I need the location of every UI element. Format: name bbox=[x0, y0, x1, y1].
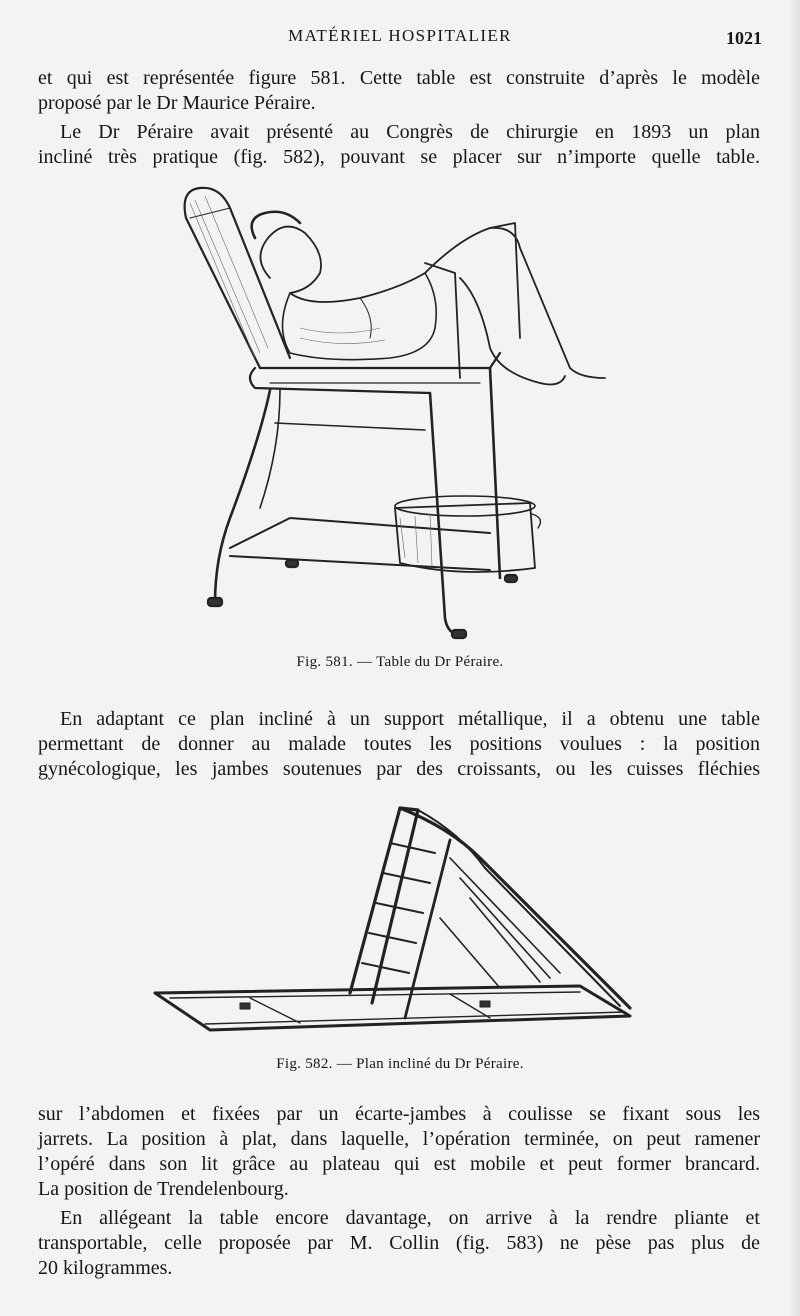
paragraph-5 bbox=[38, 1206, 760, 1281]
page-number: 1021 bbox=[726, 28, 762, 48]
paragraph-2 bbox=[38, 120, 760, 170]
paragraph-4 bbox=[38, 1102, 760, 1202]
paragraph-5-line-1: En allégeant la table encore davantage, on arrive à la rendre pliante et bbox=[60, 1207, 760, 1229]
paragraph-5-line-2: transportable, celle proposée par M. Collin (fig. 583) ne pèse pas plus de bbox=[38, 1232, 760, 1254]
paragraph-1 bbox=[38, 66, 760, 116]
paragraph-3-line-2: permettant de donner au malade toutes les positions voulues : la position bbox=[38, 733, 760, 755]
paragraph-5-line-3: 20 kilogrammes. bbox=[38, 1257, 173, 1279]
paragraph-3-line-1: En adaptant ce plan incliné à un support métallique, il a obtenu une table bbox=[60, 708, 760, 730]
paragraph-3-line-3: gynécologique, les jambes soutenues par des croissants, ou les cuisses fléchies bbox=[38, 758, 760, 780]
running-title: MATÉRIEL HOSPITALIER bbox=[288, 26, 512, 45]
table-engraving bbox=[160, 178, 640, 648]
inclined-plane-engraving bbox=[150, 798, 650, 1043]
paragraph-4-line-4: La position de Trendelenbourg. bbox=[38, 1178, 289, 1200]
figure-581-caption: Fig. 581. — Table du Dr Péraire. bbox=[296, 654, 504, 670]
paragraph-4-line-1: sur l’abdomen et fixées par un écarte-jambes à coulisse se fixant sous les bbox=[38, 1103, 760, 1125]
paragraph-2-line-1: Le Dr Péraire avait présenté au Congrès de chirurgie en 1893 un plan bbox=[60, 121, 760, 143]
paragraph-3 bbox=[38, 707, 760, 782]
paragraph-4-line-3: l’opéré dans son lit grâce au plateau qui est mobile et peut former brancard. bbox=[38, 1153, 760, 1175]
figure-582-caption: Fig. 582. — Plan incliné du Dr Péraire. bbox=[276, 1056, 524, 1072]
paragraph-2-line-2: incliné très pratique (fig. 582), pouvant se placer sur n’importe quelle table. bbox=[38, 146, 760, 168]
paragraph-4-line-2: jarrets. La position à plat, dans laquelle, l’opération terminée, on peut ramener bbox=[38, 1128, 760, 1150]
paragraph-1-line-1: et qui est représentée figure 581. Cette table est construite d’après le modèle bbox=[38, 67, 760, 89]
figure-582-illustration bbox=[150, 798, 650, 1043]
figure-581-illustration bbox=[160, 178, 640, 648]
paragraph-1-line-2: proposé par le Dr Maurice Péraire. bbox=[38, 92, 316, 114]
running-head bbox=[0, 24, 800, 48]
